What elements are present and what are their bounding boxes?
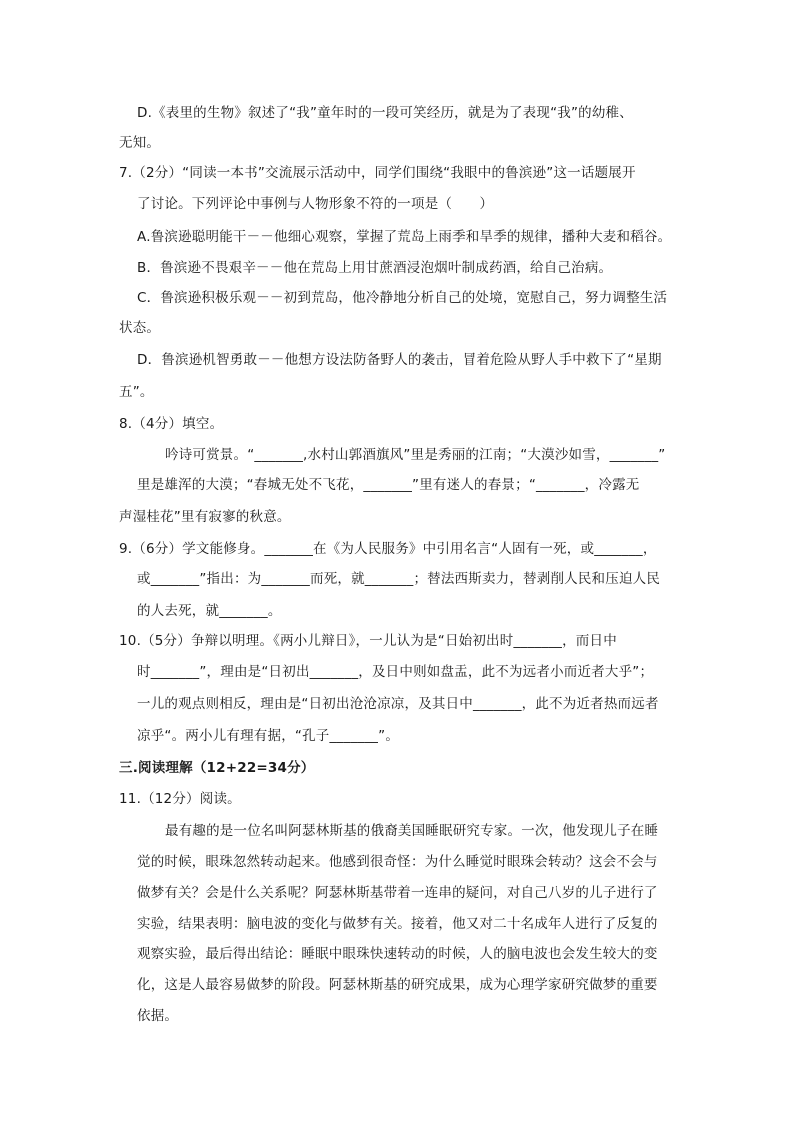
question-7-option-c-line1: C．鲁滨逊积极乐观－－初到荒岛，他冷静地分析自己的处境，宽慰自己，努力调整生活 [137,290,668,306]
question-7-stem-line1: 7.（2分）“同读一本书”交流展示活动中，同学们围绕“我眼中的鲁滨逊”这一话题展开 [119,165,636,181]
question-7-option-c-line2: 状态。 [119,320,161,336]
question-10-line2: 时_______”，理由是“日初出_______，及日中则如盘盂，此不为远者小而近者大乎”； [137,664,654,680]
question-10-line3: 一儿的观点则相反，理由是“日初出沧沧凉凉，及其日中_______，此不为近者热而远者 [137,696,659,712]
reading-passage-line1: 最有趣的是一位名叫阿瑟林斯基的俄裔美国睡眠研究专家。一次，他发现儿子在睡 [165,823,659,839]
question-7-option-d-line1: D．鲁滨逊机智勇敢－－他想方设法防备野人的袭击，冒着危险从野人手中救下了“星期 [137,352,662,368]
question-9-line1: 9.（6分）学文能修身。_______在《为人民服务》中引用名言“人固有一死，或_______， [119,541,657,557]
question-8-stem: 8.（4分）填空。 [119,416,224,432]
question-7-option-a: A.鲁滨逊聪明能干－－他细心观察，掌握了荒岛上雨季和旱季的规律，播种大麦和稻谷。 [137,229,672,245]
question-11-stem: 11.（12分）阅读。 [119,791,241,807]
question-9-line2: 或_______”指出：为_______而死，就_______；替法西斯卖力，替剥削人民和压迫人民 [137,571,661,587]
question-7-stem-line2: 了讨论。下列评论中事例与人物形象不符的一项是（ ） [137,196,494,212]
reading-passage-line5: 观察实验，最后得出结论：睡眠中眼珠快速转动的时候，人的脑电波也会发生较大的变 [137,946,658,962]
option-d-prev-line2: 无知。 [119,135,161,151]
question-8-body-line1: 吟诗可赏景。“_______,水村山郭酒旗风”里是秀丽的江南；“大漠沙如雪，_______” [165,447,666,463]
option-d-prev-line1: D.《表里的生物》叙述了“我”童年时的一段可笑经历，就是为了表现“我”的幼稚、 [137,105,633,121]
reading-passage-line7: 依据。 [137,1008,179,1024]
question-8-body-line2: 里是雄浑的大漠；“春城无处不飞花，_______”里有迷人的春景；“_______，冷露无 [137,477,640,493]
reading-passage-line4: 实验，结果表明：脑电波的变化与做梦有关。接着，他又对二十名成年人进行了反复的 [137,916,658,932]
reading-passage-line3: 做梦有关？会是什么关系呢？阿瑟林斯基带着一连串的疑问，对自己八岁的儿子进行了 [137,885,658,901]
question-10-line1: 10.（5分）争辩以明理。《两小儿辩日》，一儿认为是“日始初出时_______，而日中 [119,633,617,649]
section-3-heading: 三.阅读理解（12+22=34分） [119,760,315,776]
question-10-line4: 凉乎“。两小儿有理有据，“孔子_______”。 [137,728,400,744]
question-7-option-d-line2: 五”。 [119,384,154,400]
question-9-line3: 的人去死，就_______。 [137,603,282,619]
question-7-option-b: B．鲁滨逊不畏艰辛－－他在荒岛上用甘蔗酒浸泡烟叶制成药酒，给自己治病。 [137,260,613,276]
question-8-body-line3: 声湿桂花”里有寂寥的秋意。 [119,509,291,525]
reading-passage-line6: 化，这是人最容易做梦的阶段。阿瑟林斯基的研究成果，成为心理学家研究做梦的重要 [137,977,658,993]
reading-passage-line2: 觉的时候，眼珠忽然转动起来。他感到很奇怪：为什么睡觉时眼珠会转动？这会不会与 [137,854,658,870]
